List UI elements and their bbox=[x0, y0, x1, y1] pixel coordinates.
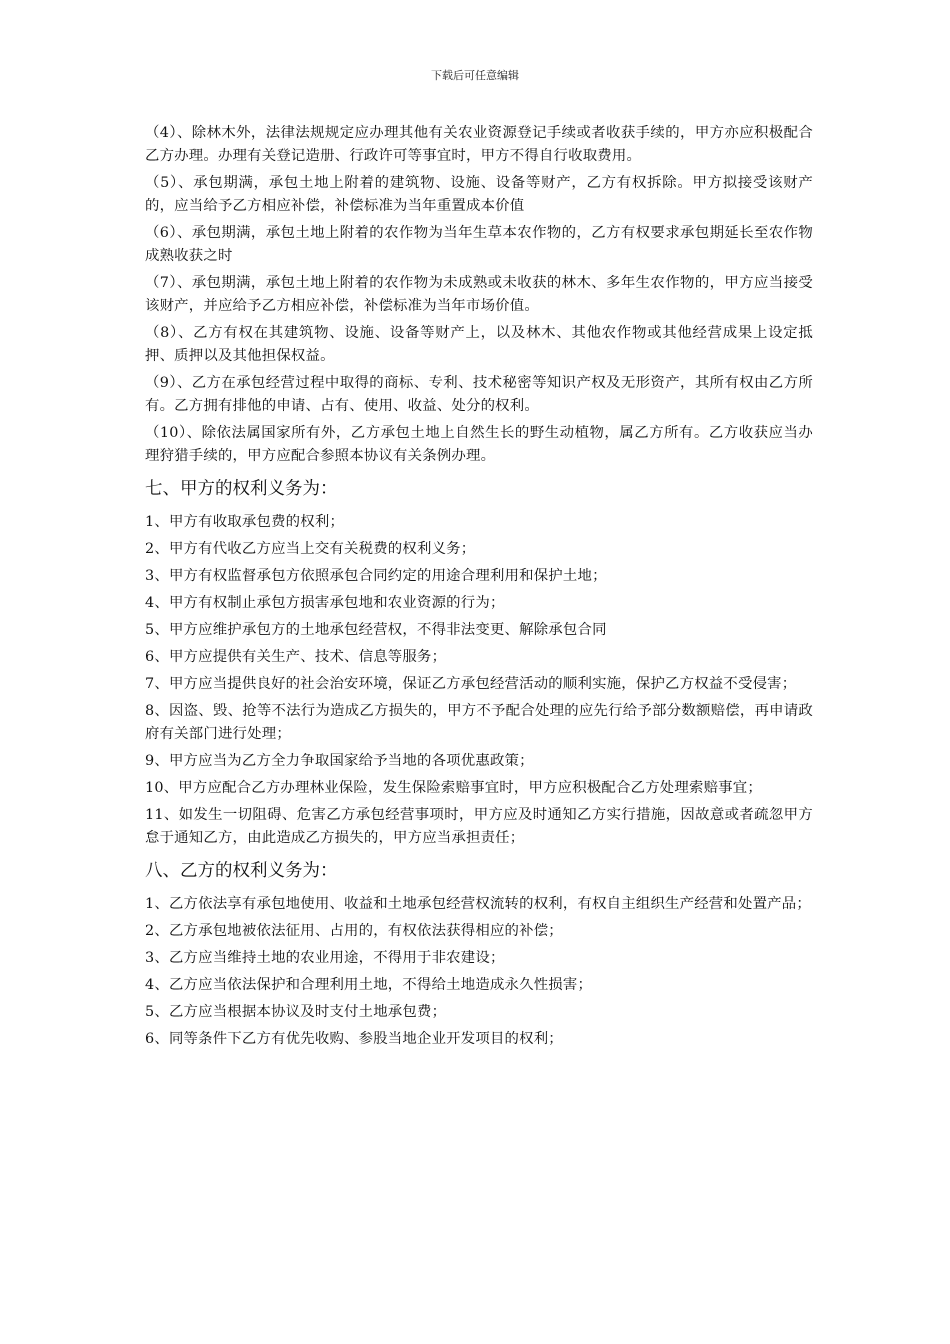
clause-6: （6）、承包期满，承包土地上附着的农作物为当年生草本农作物的，乙方有权要求承包期延长至农作物成熟收获之时 bbox=[145, 225, 813, 264]
list-item: 4、甲方有权制止承包方损害承包地和农业资源的行为； bbox=[145, 595, 505, 611]
clause-7: （7）、承包期满，承包土地上附着的农作物为未成熟或未收获的林木、多年生农作物的，甲方应当接受该财产，并应给予乙方相应补偿，补偿标准为当年市场价值。 bbox=[145, 275, 813, 314]
clause-5: （5）、承包期满，承包土地上附着的建筑物、设施、设备等财产，乙方有权拆除。甲方拟接受该财产的，应当给予乙方相应补偿，补偿标准为当年重置成本价值 bbox=[145, 175, 813, 214]
list-item: 3、甲方有权监督承包方依照承包合同约定的用途合理利用和保护土地； bbox=[145, 568, 607, 584]
list-item: 8、因盗、毁、抢等不法行为造成乙方损失的，甲方不予配合处理的应先行给予部分数额赔偿，再申请政府有关部门进行处理； bbox=[145, 703, 813, 742]
section-8-list bbox=[145, 893, 813, 1051]
clause-9: （9）、乙方在承包经营过程中取得的商标、专利、技术秘密等知识产权及无形资产，其所有权由乙方所有。乙方拥有排他的申请、占有、使用、收益、处分的权利。 bbox=[145, 375, 813, 414]
list-item: 2、乙方承包地被依法征用、占用的，有权依法获得相应的补偿； bbox=[145, 923, 563, 939]
list-item: 2、甲方有代收乙方应当上交有关税费的权利义务； bbox=[145, 541, 476, 557]
list-item: 6、同等条件下乙方有优先收购、参股当地企业开发项目的权利； bbox=[145, 1031, 563, 1047]
clause-list-ownership bbox=[145, 122, 813, 468]
list-item: 5、乙方应当根据本协议及时支付土地承包费； bbox=[145, 1004, 447, 1020]
list-item: 1、甲方有收取承包费的权利； bbox=[145, 514, 345, 530]
list-item: 1、乙方依法享有承包地使用、收益和土地承包经营权流转的权利，有权自主组织生产经营和处置产品； bbox=[145, 896, 811, 912]
list-item: 6、甲方应提供有关生产、技术、信息等服务； bbox=[145, 649, 447, 665]
section-7-list bbox=[145, 511, 813, 850]
list-item: 3、乙方应当维持土地的农业用途，不得用于非农建设； bbox=[145, 950, 505, 966]
list-item: 5、甲方应维护承包方的土地承包经营权，不得非法变更、解除承包合同 bbox=[145, 622, 607, 638]
page-header-note: 下载后可任意编辑 bbox=[431, 69, 519, 82]
list-item: 9、甲方应当为乙方全力争取国家给予当地的各项优惠政策； bbox=[145, 753, 534, 769]
clause-4: （4）、除林木外，法律法规规定应办理其他有关农业资源登记手续或者收获手续的，甲方亦应积极配合乙方办理。办理有关登记造册、行政许可等事宜时，甲方不得自行收取费用。 bbox=[145, 125, 813, 164]
section-8-heading: 八、乙方的权利义务为： bbox=[145, 861, 338, 881]
list-item: 11、如发生一切阻碍、危害乙方承包经营事项时，甲方应及时通知乙方实行措施，因故意或者疏忽甲方怠于通知乙方，由此造成乙方损失的，甲方应当承担责任； bbox=[145, 807, 813, 846]
section-7-heading: 七、甲方的权利义务为： bbox=[145, 479, 338, 499]
document-body bbox=[145, 122, 813, 1055]
clause-10: （10）、除依法属国家所有外，乙方承包土地上自然生长的野生动植物，属乙方所有。乙方收获应当办理狩猎手续的，甲方应配合参照本协议有关条例办理。 bbox=[145, 425, 813, 464]
clause-8: （8）、乙方有权在其建筑物、设施、设备等财产上，以及林木、其他农作物或其他经营成果上设定抵押、质押以及其他担保权益。 bbox=[145, 325, 813, 364]
list-item: 4、乙方应当依法保护和合理利用土地，不得给土地造成永久性损害； bbox=[145, 977, 593, 993]
list-item: 7、甲方应当提供良好的社会治安环境，保证乙方承包经营活动的顺利实施，保护乙方权益不受侵害； bbox=[145, 676, 797, 692]
list-item: 10、甲方应配合乙方办理林业保险，发生保险索赔事宜时，甲方应积极配合乙方处理索赔事宜； bbox=[145, 780, 762, 796]
